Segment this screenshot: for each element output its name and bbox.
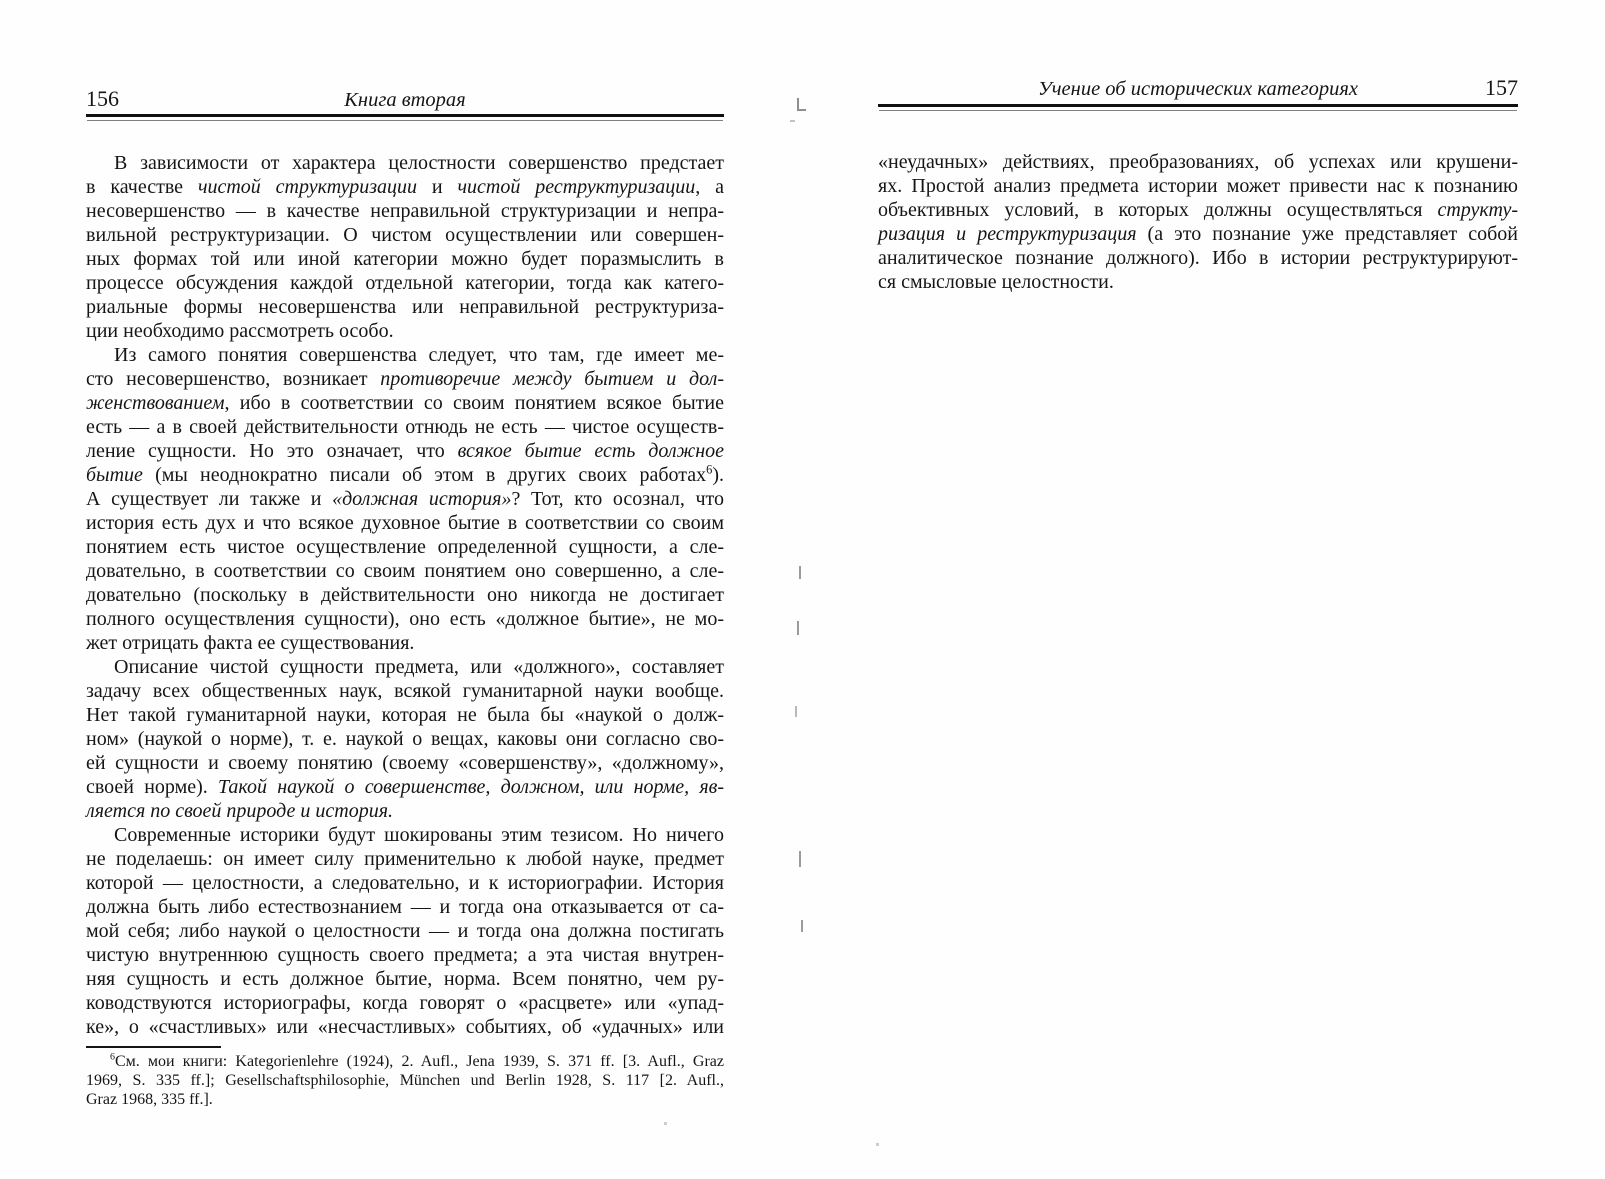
- text-line: процессе обсуждения каждой отдельной категории, тогда как катего-: [86, 272, 724, 294]
- text-line: $^6$См. мои книги: Kategorienlehre (1924), 2. Aufl., Jena 1939, S. 371 ff. [3. Aufl., Graz: [110, 1051, 724, 1070]
- text-line: которой — целостности, а следовательно, и к историографии. История: [86, 872, 724, 894]
- header-rule-left: [86, 114, 724, 117]
- scan-artifact: [797, 98, 806, 111]
- text-line: Graz 1968, 335 ff.].: [86, 1091, 213, 1108]
- text-line: Из самого понятия совершенства следует, что там, где имеет ме-: [114, 344, 724, 366]
- text-line: не поделаешь: он имеет силу применительно к любой науке, предмет: [86, 848, 724, 870]
- footnote-rule: [86, 1046, 221, 1048]
- text-line: ном» (наукой о норме), т. е. наукой о вещах, каковы они согласно сво-: [86, 728, 724, 750]
- text-line: история есть дух и что всякое духовное бытие в соответствии со своим: [86, 512, 724, 534]
- text-line: ях. Простой анализ предмета истории может привести нас к познанию: [878, 175, 1518, 197]
- text-line: женствованием, ибо в соответствии со своим понятием всякое бытие: [86, 392, 724, 414]
- text-line: своей норме). Такой наукой о совершенстве, должном, или норме, яв-: [86, 776, 724, 798]
- left-body-text: [86, 151, 724, 1039]
- text-line: есть — а в своей действительности отнюдь не есть — чистое осуществ-: [86, 416, 724, 438]
- text-line: мой себя; либо наукой о целостности — и тогда она должна постигать: [86, 920, 724, 942]
- text-line: должна быть либо естествознанием — и тогда она отказывается от са-: [86, 896, 724, 918]
- text-line: задачу всех общественных наук, всякой гуманитарной науки вообще.: [86, 680, 724, 702]
- text-line: ей сущности и своему понятию (своему «совершенству», «должному»,: [86, 752, 724, 774]
- running-title-left: Книга вторая: [344, 89, 466, 111]
- page-number-left: 156: [86, 86, 119, 111]
- text-line: риальные формы несовершенства или неправильной реструктуриза-: [86, 296, 724, 318]
- page-number-right: 157: [1485, 75, 1518, 100]
- scan-artifact: [799, 566, 801, 579]
- text-line: Нет такой гуманитарной науки, которая не была бы «наукой о долж-: [86, 704, 724, 726]
- text-line: В зависимости от характера целостности совершенство предстает: [114, 152, 724, 174]
- text-line: ление сущности. Но это означает, что всякое бытие есть должное: [86, 440, 724, 462]
- text-line: несовершенство — в качестве неправильной структуризации и непра-: [86, 200, 724, 222]
- text-line: жет отрицать факта ее существования.: [86, 632, 415, 654]
- text-line: ляется по своей природе и история.: [86, 800, 394, 822]
- text-line: бытие (мы неоднократно писали об этом в других своих работах$^6$).: [86, 462, 724, 486]
- text-line: довательно, в соответствии со своим понятием оно совершенно, а сле-: [86, 560, 724, 582]
- text-line: в качестве чистой структуризации и чистой реструктуризации, а: [86, 176, 724, 198]
- text-line: няя сущность и есть должное бытие, норма. Всем понятно, чем ру-: [86, 968, 724, 990]
- text-line: довательно (поскольку в действительности оно никогда не достигает: [86, 584, 724, 606]
- text-line: вильной реструктуризации. О чистом осуществлении или совершен-: [86, 224, 724, 246]
- text-line: ководствуются историографы, когда говорят о «расцвете» или «упад-: [86, 992, 724, 1014]
- text-line: А существует ли также и «должная история»? Тот, кто осознал, что: [86, 488, 724, 510]
- text-line: понятием есть чистое осуществление определенной сущности, а сле-: [86, 536, 724, 558]
- text-line: ции необходимо рассмотреть особо.: [86, 320, 394, 342]
- left-footnote-text: [86, 1052, 724, 1109]
- scan-artifact: [790, 120, 795, 122]
- scan-artifact: [799, 851, 801, 867]
- text-line: аналитическое познание должного). Ибо в истории реструктурируют-: [878, 247, 1518, 269]
- text-line: 1969, S. 335 ff.]; Gesellschaftsphilosophie, München und Berlin 1928, S. 117 [2. Aufl.,: [86, 1072, 724, 1089]
- header-rule-right: [878, 104, 1518, 107]
- scan-artifact: [664, 1122, 667, 1125]
- text-line: ся смысловые целостности.: [878, 271, 1114, 293]
- text-line: сто несовершенство, возникает противоречие между бытием и дол-: [86, 368, 724, 390]
- right-body-text: [878, 150, 1518, 294]
- text-line: полного осуществления сущности), оно есть «должное бытие», не мо-: [86, 608, 724, 630]
- text-line: объективных условий, в которых должны осуществляться структу-: [878, 199, 1518, 221]
- text-line: чистую внутреннюю сущность своего предмета; а эта чистая внутрен-: [86, 944, 724, 966]
- scan-artifact: [876, 1143, 879, 1146]
- text-line: «неудачных» действиях, преобразованиях, об успехах или крушени-: [878, 151, 1518, 173]
- text-line: ных формах той или иной категории можно будет поразмыслить в: [86, 248, 724, 270]
- text-line: Описание чистой сущности предмета, или «должного», составляет: [114, 656, 724, 678]
- text-line: Современные историки будут шокированы этим тезисом. Но ничего: [114, 824, 724, 846]
- scan-artifact: [795, 706, 797, 717]
- text-line: ке», о «счастливых» или «несчастливых» событиях, об «удачных» или: [86, 1016, 724, 1038]
- scan-artifact: [797, 621, 799, 635]
- text-line: ризация и реструктуризация (а это познание уже представляет собой: [878, 223, 1518, 245]
- running-title-right: Учение об исторических категориях: [1037, 78, 1358, 100]
- scan-artifact: [801, 920, 803, 932]
